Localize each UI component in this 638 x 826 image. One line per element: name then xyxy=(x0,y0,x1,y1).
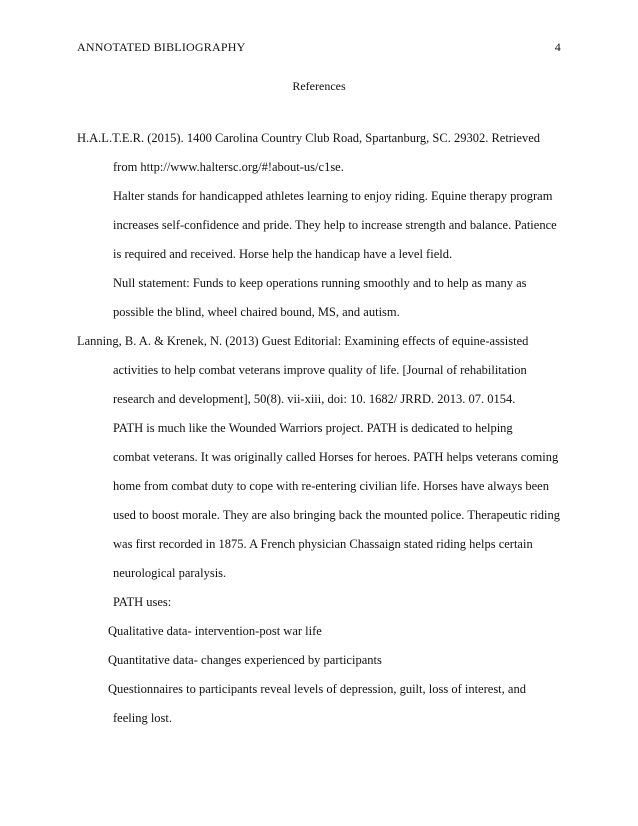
annotation-lanning-line-1: PATH is much like the Wounded Warriors project. PATH is dedicated to helping xyxy=(113,421,513,435)
entry-halter-citation-line-1: H.A.L.T.E.R. (2015). 1400 Carolina Country Club Road, Spartanburg, SC. 29302. Retrieved xyxy=(77,131,541,145)
running-head-title: ANNOTATED BIBLIOGRAPHY xyxy=(77,40,246,54)
references-title: References xyxy=(292,79,346,93)
annotation-halter-line-4: Null statement: Funds to keep operations running smoothly and to help as many as xyxy=(113,276,527,290)
page-number: 4 xyxy=(554,40,561,54)
entry-lanning-citation-line-3: research and development], 50(8). vii-xiii, doi: 10. 1682/ JRRD. 2013. 07. 0154. xyxy=(113,392,516,406)
running-header xyxy=(77,40,561,55)
annotation-halter-line-5: possible the blind, wheel chaired bound, MS, and autism. xyxy=(113,305,400,319)
annotation-lanning-line-4: used to boost morale. They are also bringing back the mounted police. Therapeutic riding xyxy=(113,508,560,522)
annotation-lanning-line-6: neurological paralysis. xyxy=(113,566,227,580)
annotation-halter-line-3: is required and received. Horse help the handicap have a level field. xyxy=(113,247,453,261)
path-use-qualitative: Qualitative data- intervention-post war life xyxy=(108,624,322,638)
entry-halter-citation-line-2: from http://www.haltersc.org/#!about-us/c1se. xyxy=(113,160,344,174)
path-use-questionnaires-line-1: Questionnaires to participants reveal levels of depression, guilt, loss of interest, and xyxy=(108,682,526,696)
annotation-lanning-line-5: was first recorded in 1875. A French physician Chassaign stated riding helps certain xyxy=(113,537,533,551)
annotation-halter-line-1: Halter stands for handicapped athletes learning to enjoy riding. Equine therapy program xyxy=(113,189,553,203)
annotation-lanning-line-2: combat veterans. It was originally called Horses for heroes. PATH helps veterans coming xyxy=(113,450,559,464)
entry-lanning-citation-line-2: activities to help combat veterans improve quality of life. [Journal of rehabilitation xyxy=(113,363,527,377)
path-use-questionnaires-line-2: feeling lost. xyxy=(113,711,173,725)
entry-lanning-citation-line-1: Lanning, B. A. & Krenek, N. (2013) Guest Editorial: Examining effects of equine-assisted xyxy=(77,334,529,348)
path-use-quantitative: Quantitative data- changes experienced by participants xyxy=(108,653,382,667)
annotation-halter-line-2: increases self-confidence and pride. They help to increase strength and balance. Patience xyxy=(113,218,557,232)
annotation-lanning-line-3: home from combat duty to cope with re-entering civilian life. Horses have always been xyxy=(113,479,549,493)
path-uses-heading: PATH uses: xyxy=(113,595,172,609)
